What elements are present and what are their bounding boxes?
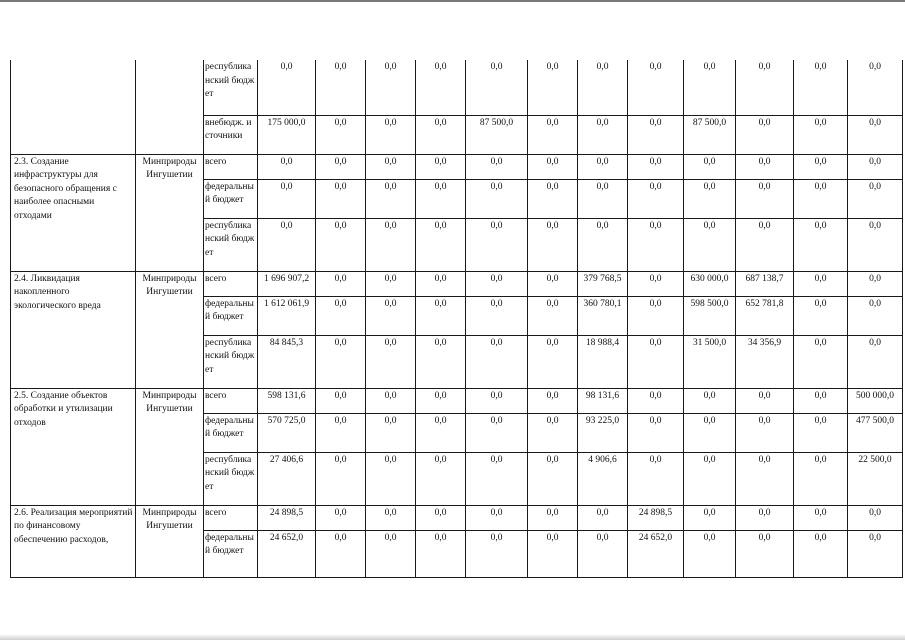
- amount-cell: 0,0: [684, 218, 736, 271]
- funding-source-cell: республиканский бюджет: [204, 452, 258, 505]
- amount-cell: 0,0: [848, 179, 903, 218]
- amount-cell: 0,0: [628, 413, 684, 452]
- funding-source-cell: всего: [204, 505, 258, 530]
- amount-cell: 87 500,0: [466, 115, 528, 154]
- amount-cell: 0,0: [578, 60, 628, 115]
- amount-cell: 31 500,0: [684, 335, 736, 388]
- amount-cell: 630 000,0: [684, 271, 736, 296]
- amount-cell: 0,0: [794, 413, 848, 452]
- amount-cell: 0,0: [578, 154, 628, 179]
- amount-cell: 0,0: [528, 115, 578, 154]
- amount-cell: 379 768,5: [578, 271, 628, 296]
- funding-source-cell: всего: [204, 154, 258, 179]
- amount-cell: 0,0: [628, 388, 684, 413]
- amount-cell: 0,0: [366, 505, 416, 530]
- activity-name-cell: 2.3. Создание инфраструктуры для безопасного обращения с наиболее опасными отходами: [11, 154, 136, 271]
- page-bottom-edge: [0, 634, 905, 640]
- amount-cell: 0,0: [736, 154, 794, 179]
- amount-cell: 0,0: [578, 505, 628, 530]
- amount-cell: 0,0: [316, 179, 366, 218]
- amount-cell: 22 500,0: [848, 452, 903, 505]
- amount-cell: 0,0: [848, 218, 903, 271]
- amount-cell: 0,0: [258, 60, 316, 115]
- amount-cell: 0,0: [794, 452, 848, 505]
- executor-cell: Минприроды Ингушетии: [136, 505, 204, 577]
- amount-cell: 598 131,6: [258, 388, 316, 413]
- amount-cell: 0,0: [578, 179, 628, 218]
- amount-cell: 0,0: [316, 452, 366, 505]
- amount-cell: 0,0: [794, 296, 848, 335]
- amount-cell: 1 696 907,2: [258, 271, 316, 296]
- amount-cell: 0,0: [794, 505, 848, 530]
- amount-cell: 0,0: [416, 271, 466, 296]
- amount-cell: 0,0: [684, 60, 736, 115]
- amount-cell: 0,0: [794, 271, 848, 296]
- amount-cell: 0,0: [316, 413, 366, 452]
- amount-cell: 0,0: [578, 218, 628, 271]
- amount-cell: 0,0: [416, 388, 466, 413]
- amount-cell: 0,0: [316, 115, 366, 154]
- funding-source-cell: республиканский бюджет: [204, 60, 258, 115]
- amount-cell: 0,0: [466, 271, 528, 296]
- amount-cell: 0,0: [258, 179, 316, 218]
- amount-cell: 24 898,5: [258, 505, 316, 530]
- amount-cell: 4 906,6: [578, 452, 628, 505]
- amount-cell: 0,0: [466, 60, 528, 115]
- amount-cell: 0,0: [684, 388, 736, 413]
- amount-cell: 0,0: [316, 530, 366, 577]
- amount-cell: 0,0: [416, 335, 466, 388]
- activity-name-cell: 2.4. Ликвидация накопленного экологического вреда: [11, 271, 136, 388]
- amount-cell: 0,0: [366, 115, 416, 154]
- amount-cell: 0,0: [258, 218, 316, 271]
- amount-cell: 0,0: [316, 60, 366, 115]
- amount-cell: 0,0: [628, 218, 684, 271]
- amount-cell: 0,0: [848, 271, 903, 296]
- amount-cell: 0,0: [466, 413, 528, 452]
- amount-cell: 0,0: [848, 505, 903, 530]
- funding-source-cell: всего: [204, 271, 258, 296]
- amount-cell: 0,0: [366, 179, 416, 218]
- amount-cell: 0,0: [466, 530, 528, 577]
- amount-cell: 0,0: [416, 452, 466, 505]
- amount-cell: 0,0: [366, 218, 416, 271]
- amount-cell: 687 138,7: [736, 271, 794, 296]
- amount-cell: 0,0: [416, 179, 466, 218]
- amount-cell: 0,0: [366, 154, 416, 179]
- amount-cell: 0,0: [628, 271, 684, 296]
- amount-cell: 0,0: [466, 452, 528, 505]
- amount-cell: 1 612 061,9: [258, 296, 316, 335]
- executor-cell: Минприроды Ингушетии: [136, 388, 204, 505]
- amount-cell: 0,0: [528, 452, 578, 505]
- amount-cell: 0,0: [684, 505, 736, 530]
- amount-cell: 18 988,4: [578, 335, 628, 388]
- funding-source-cell: федеральный бюджет: [204, 296, 258, 335]
- amount-cell: 0,0: [416, 413, 466, 452]
- funding-source-cell: внебюдж. источники: [204, 115, 258, 154]
- funding-source-cell: федеральный бюджет: [204, 530, 258, 577]
- amount-cell: 24 652,0: [628, 530, 684, 577]
- funding-source-cell: всего: [204, 388, 258, 413]
- amount-cell: 0,0: [528, 335, 578, 388]
- amount-cell: 0,0: [794, 218, 848, 271]
- amount-cell: 0,0: [736, 413, 794, 452]
- amount-cell: 570 725,0: [258, 413, 316, 452]
- table-row: [11, 271, 903, 296]
- amount-cell: 0,0: [528, 60, 578, 115]
- amount-cell: 0,0: [466, 505, 528, 530]
- amount-cell: 0,0: [366, 530, 416, 577]
- executor-cell: Минприроды Ингушетии: [136, 271, 204, 388]
- amount-cell: 0,0: [578, 115, 628, 154]
- amount-cell: 0,0: [794, 530, 848, 577]
- amount-cell: 0,0: [316, 154, 366, 179]
- amount-cell: 0,0: [528, 154, 578, 179]
- amount-cell: 360 780,1: [578, 296, 628, 335]
- amount-cell: 0,0: [794, 115, 848, 154]
- amount-cell: 84 845,3: [258, 335, 316, 388]
- funding-source-cell: республиканский бюджет: [204, 335, 258, 388]
- amount-cell: 98 131,6: [578, 388, 628, 413]
- amount-cell: 0,0: [794, 179, 848, 218]
- amount-cell: 0,0: [528, 271, 578, 296]
- amount-cell: 0,0: [848, 115, 903, 154]
- amount-cell: 0,0: [628, 452, 684, 505]
- amount-cell: 0,0: [316, 271, 366, 296]
- activity-name-cell: 2.6. Реализация мероприятий по финансовому обеспечению расходов,: [11, 505, 136, 577]
- amount-cell: 0,0: [416, 154, 466, 179]
- executor-cell: [136, 60, 204, 154]
- amount-cell: 93 225,0: [578, 413, 628, 452]
- amount-cell: 0,0: [628, 60, 684, 115]
- amount-cell: 0,0: [366, 335, 416, 388]
- activity-name-cell: [11, 60, 136, 154]
- amount-cell: 0,0: [848, 530, 903, 577]
- amount-cell: 0,0: [466, 296, 528, 335]
- amount-cell: 0,0: [528, 388, 578, 413]
- amount-cell: 27 406,6: [258, 452, 316, 505]
- amount-cell: 0,0: [684, 452, 736, 505]
- amount-cell: 0,0: [736, 530, 794, 577]
- amount-cell: 0,0: [628, 179, 684, 218]
- amount-cell: 0,0: [736, 60, 794, 115]
- amount-cell: 0,0: [366, 413, 416, 452]
- amount-cell: 0,0: [416, 115, 466, 154]
- amount-cell: 0,0: [736, 179, 794, 218]
- amount-cell: 0,0: [258, 154, 316, 179]
- amount-cell: 0,0: [366, 60, 416, 115]
- funding-source-cell: федеральный бюджет: [204, 413, 258, 452]
- amount-cell: 0,0: [578, 530, 628, 577]
- amount-cell: 0,0: [528, 218, 578, 271]
- amount-cell: 0,0: [794, 154, 848, 179]
- amount-cell: 175 000,0: [258, 115, 316, 154]
- amount-cell: 0,0: [736, 505, 794, 530]
- amount-cell: 598 500,0: [684, 296, 736, 335]
- amount-cell: 87 500,0: [684, 115, 736, 154]
- amount-cell: 0,0: [316, 335, 366, 388]
- amount-cell: 0,0: [684, 413, 736, 452]
- funding-source-cell: федеральный бюджет: [204, 179, 258, 218]
- amount-cell: 0,0: [416, 218, 466, 271]
- amount-cell: 0,0: [794, 335, 848, 388]
- amount-cell: 0,0: [794, 388, 848, 413]
- amount-cell: 0,0: [628, 154, 684, 179]
- amount-cell: 0,0: [316, 388, 366, 413]
- amount-cell: 0,0: [416, 530, 466, 577]
- amount-cell: 0,0: [684, 179, 736, 218]
- amount-cell: 652 781,8: [736, 296, 794, 335]
- executor-cell: Минприроды Ингушетии: [136, 154, 204, 271]
- amount-cell: 0,0: [316, 505, 366, 530]
- amount-cell: 0,0: [628, 115, 684, 154]
- table-row: [11, 154, 903, 179]
- table-row: [11, 505, 903, 530]
- amount-cell: 0,0: [528, 179, 578, 218]
- amount-cell: 500 000,0: [848, 388, 903, 413]
- page-top-edge: [0, 0, 905, 2]
- table-row: [11, 388, 903, 413]
- amount-cell: 34 356,9: [736, 335, 794, 388]
- amount-cell: 0,0: [416, 296, 466, 335]
- amount-cell: 0,0: [684, 530, 736, 577]
- amount-cell: 0,0: [528, 505, 578, 530]
- amount-cell: 0,0: [466, 154, 528, 179]
- amount-cell: 0,0: [736, 388, 794, 413]
- amount-cell: 24 898,5: [628, 505, 684, 530]
- budget-table: [10, 60, 903, 578]
- amount-cell: 0,0: [366, 452, 416, 505]
- amount-cell: 0,0: [848, 335, 903, 388]
- amount-cell: 0,0: [466, 388, 528, 413]
- amount-cell: 0,0: [794, 60, 848, 115]
- funding-source-cell: республиканский бюджет: [204, 218, 258, 271]
- amount-cell: 0,0: [684, 154, 736, 179]
- amount-cell: 0,0: [466, 179, 528, 218]
- amount-cell: 24 652,0: [258, 530, 316, 577]
- amount-cell: 0,0: [736, 452, 794, 505]
- amount-cell: 0,0: [528, 413, 578, 452]
- amount-cell: 0,0: [416, 505, 466, 530]
- table-row: [11, 60, 903, 115]
- amount-cell: 0,0: [366, 388, 416, 413]
- amount-cell: 0,0: [366, 296, 416, 335]
- amount-cell: 0,0: [736, 218, 794, 271]
- amount-cell: 0,0: [528, 530, 578, 577]
- amount-cell: 477 500,0: [848, 413, 903, 452]
- amount-cell: 0,0: [416, 60, 466, 115]
- amount-cell: 0,0: [628, 335, 684, 388]
- amount-cell: 0,0: [848, 154, 903, 179]
- activity-name-cell: 2.5. Создание объектов обработки и утилизации отходов: [11, 388, 136, 505]
- amount-cell: 0,0: [466, 335, 528, 388]
- amount-cell: 0,0: [736, 115, 794, 154]
- amount-cell: 0,0: [366, 271, 416, 296]
- amount-cell: 0,0: [316, 218, 366, 271]
- amount-cell: 0,0: [528, 296, 578, 335]
- amount-cell: 0,0: [316, 296, 366, 335]
- amount-cell: 0,0: [628, 296, 684, 335]
- amount-cell: 0,0: [848, 60, 903, 115]
- amount-cell: 0,0: [848, 296, 903, 335]
- amount-cell: 0,0: [466, 218, 528, 271]
